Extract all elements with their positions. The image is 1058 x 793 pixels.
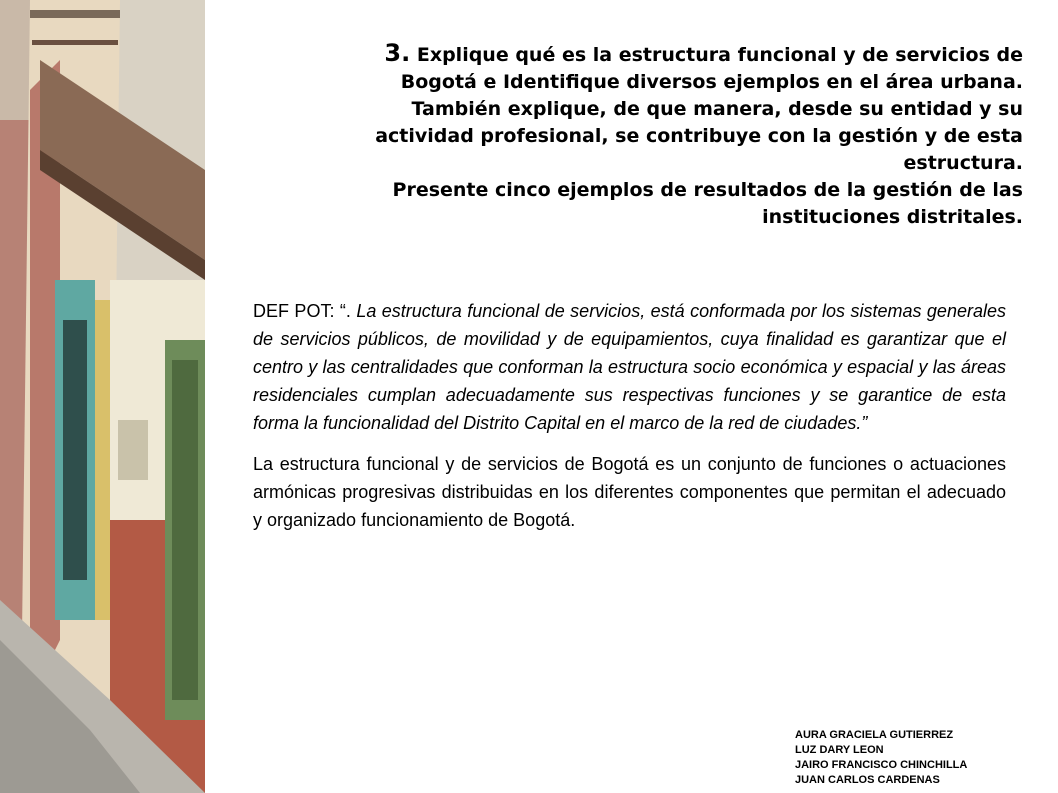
author-name: JUAN CARLOS CARDENAS	[795, 774, 940, 786]
explanation-paragraph: La estructura funcional y de servicios de Bogotá es un conjunto de funciones o actuaciones armónicas progresivas distribuidas en los diferentes componentes que permitan el adecuado y organizado funcionamiento de Bogotá.	[253, 454, 1006, 530]
authors-list	[795, 728, 967, 788]
question-text: Explique qué es la estructura funcional y de servicios de Bogotá e Identifique diversos ejemplos en el área urbana. También explique, de que manera, desde su entidad y su actividad profesional, se contribuye con la gestión y de esta estructura.	[375, 44, 1023, 174]
definition-quote: La estructura funcional de servicios, está conformada por los sistemas generales de servicios públicos, de movilidad y de equipamientos, cuya finalidad es garantizar que el centro y las centralidades que conforman la estructura socio económica y espacial y las áreas residenciales cumplan adecuadamente sus respectivas funciones y se garantice de esta forma la funcionalidad del Distrito Capital en el marco de la red de ciudades.”	[253, 301, 1006, 433]
body-content	[253, 297, 1006, 547]
question-title	[365, 40, 1023, 231]
request-text: Presente cinco ejemplos de resultados de la gestión de las instituciones distritales.	[392, 179, 1023, 228]
colonial-street-photo	[0, 0, 205, 793]
question-number: 3.	[384, 39, 411, 67]
definition-prefix: DEF POT: “.	[253, 301, 351, 321]
definition-paragraph	[253, 297, 1006, 437]
author-name: LUZ DARY LEON	[795, 744, 884, 756]
author-name: JAIRO FRANCISCO CHINCHILLA	[795, 759, 968, 771]
author-name: AURA GRACIELA GUTIERREZ	[795, 729, 954, 741]
